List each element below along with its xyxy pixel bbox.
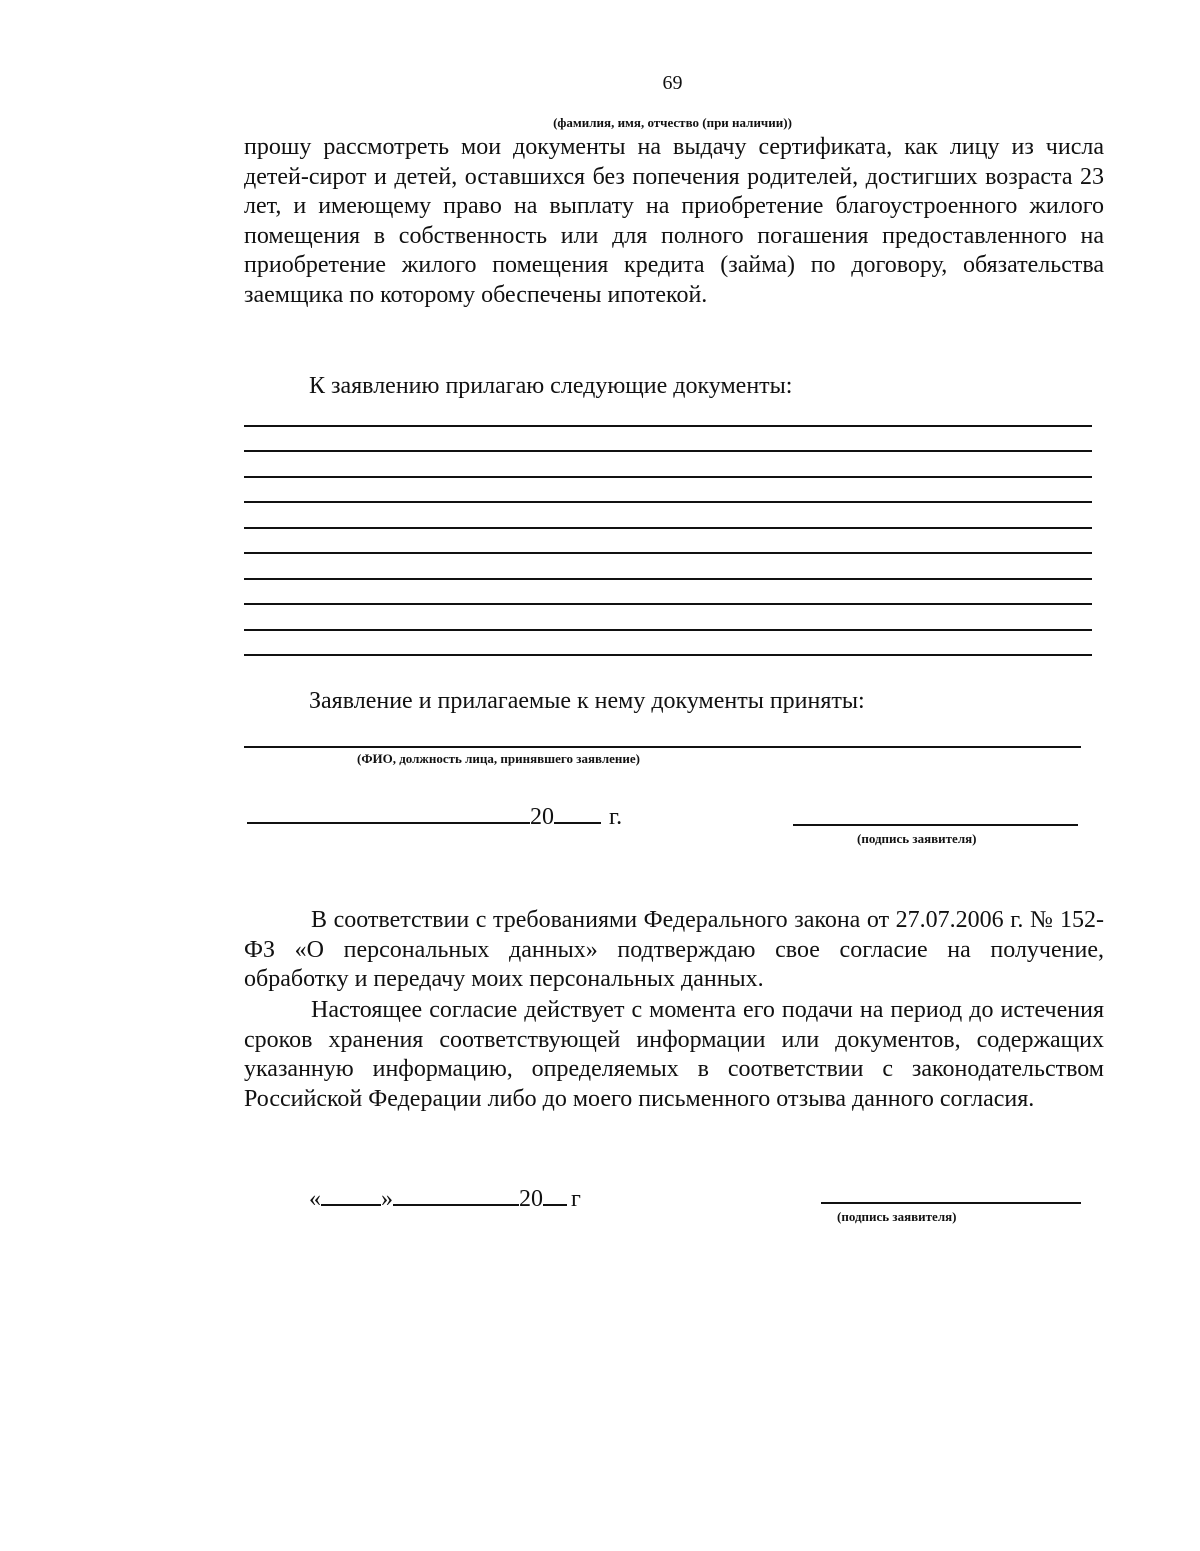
consent-text-1: В соответствии с требованиями Федерального закона от 27.07.2006 г. № 152-ФЗ «О персональных данных» подтверждаю свое согласие на получение, обработку и передачу моих персональных данных. — [244, 907, 1104, 993]
consent-paragraph-2 — [244, 996, 1104, 1114]
year-prefix: 20 — [530, 804, 554, 830]
attachment-line[interactable] — [244, 654, 1092, 656]
close-quote: » — [381, 1186, 393, 1212]
attachment-line[interactable] — [244, 578, 1092, 580]
consent-text-2: Настоящее согласие действует с момента его подачи на период до истечения сроков хранения соответствующей информации или документов, содержащих указанную информацию, определяемых в соответствии с законодательством Российской Федерации либо до моего письменного отзыва данного согласия. — [244, 997, 1104, 1112]
attachment-line[interactable] — [244, 629, 1092, 631]
signature-caption-1: (подпись заявителя) — [857, 831, 977, 846]
attachment-line[interactable] — [244, 552, 1092, 554]
accepted-by-caption: (ФИО, должность лица, принявшего заявление) — [357, 751, 640, 766]
signature-caption-2: (подпись заявителя) — [837, 1209, 957, 1224]
page-number: 69 — [662, 72, 683, 94]
signature-line-2[interactable] — [821, 1202, 1081, 1204]
attachment-line[interactable] — [244, 501, 1092, 503]
attachment-line[interactable] — [244, 425, 1092, 427]
date-field-2 — [309, 1180, 581, 1213]
date-blank[interactable] — [247, 798, 530, 824]
year-suffix: г — [571, 1186, 581, 1212]
open-quote: « — [309, 1186, 321, 1212]
main-paragraph: прошу рассмотреть мои документы на выдачу сертификата, как лицу из числа детей-сирот и детей, оставшихся без попечения родителей, достигших возраста 23 лет, и имеющему право на выплату на приобретение благоустроенного жилого помещения в собственность или для полного погашения предоставленного на приобретение жилого помещения кредита (займа) по договору, обязательства заемщика по которому обеспечены ипотекой. — [244, 134, 1104, 308]
attachment-line[interactable] — [244, 527, 1092, 529]
consent-paragraph-1 — [244, 906, 1104, 995]
accepted-label: Заявление и прилагаемые к нему документы приняты: — [309, 688, 865, 714]
accepted-by-line[interactable] — [244, 746, 1081, 748]
year-blank[interactable] — [543, 1180, 567, 1206]
day-blank[interactable] — [321, 1180, 381, 1206]
attachment-line[interactable] — [244, 603, 1092, 605]
attachment-line[interactable] — [244, 476, 1092, 478]
year-prefix: 20 — [519, 1186, 543, 1212]
year-blank[interactable] — [554, 798, 601, 824]
year-suffix: г. — [609, 804, 623, 830]
signature-line-1[interactable] — [793, 824, 1078, 826]
date-field-1 — [247, 798, 622, 831]
attachment-line[interactable] — [244, 450, 1092, 452]
attachments-label: К заявлению прилагаю следующие документы: — [309, 373, 793, 399]
name-field-caption: (фамилия, имя, отчество (при наличии)) — [553, 115, 792, 130]
month-blank[interactable] — [393, 1180, 519, 1206]
